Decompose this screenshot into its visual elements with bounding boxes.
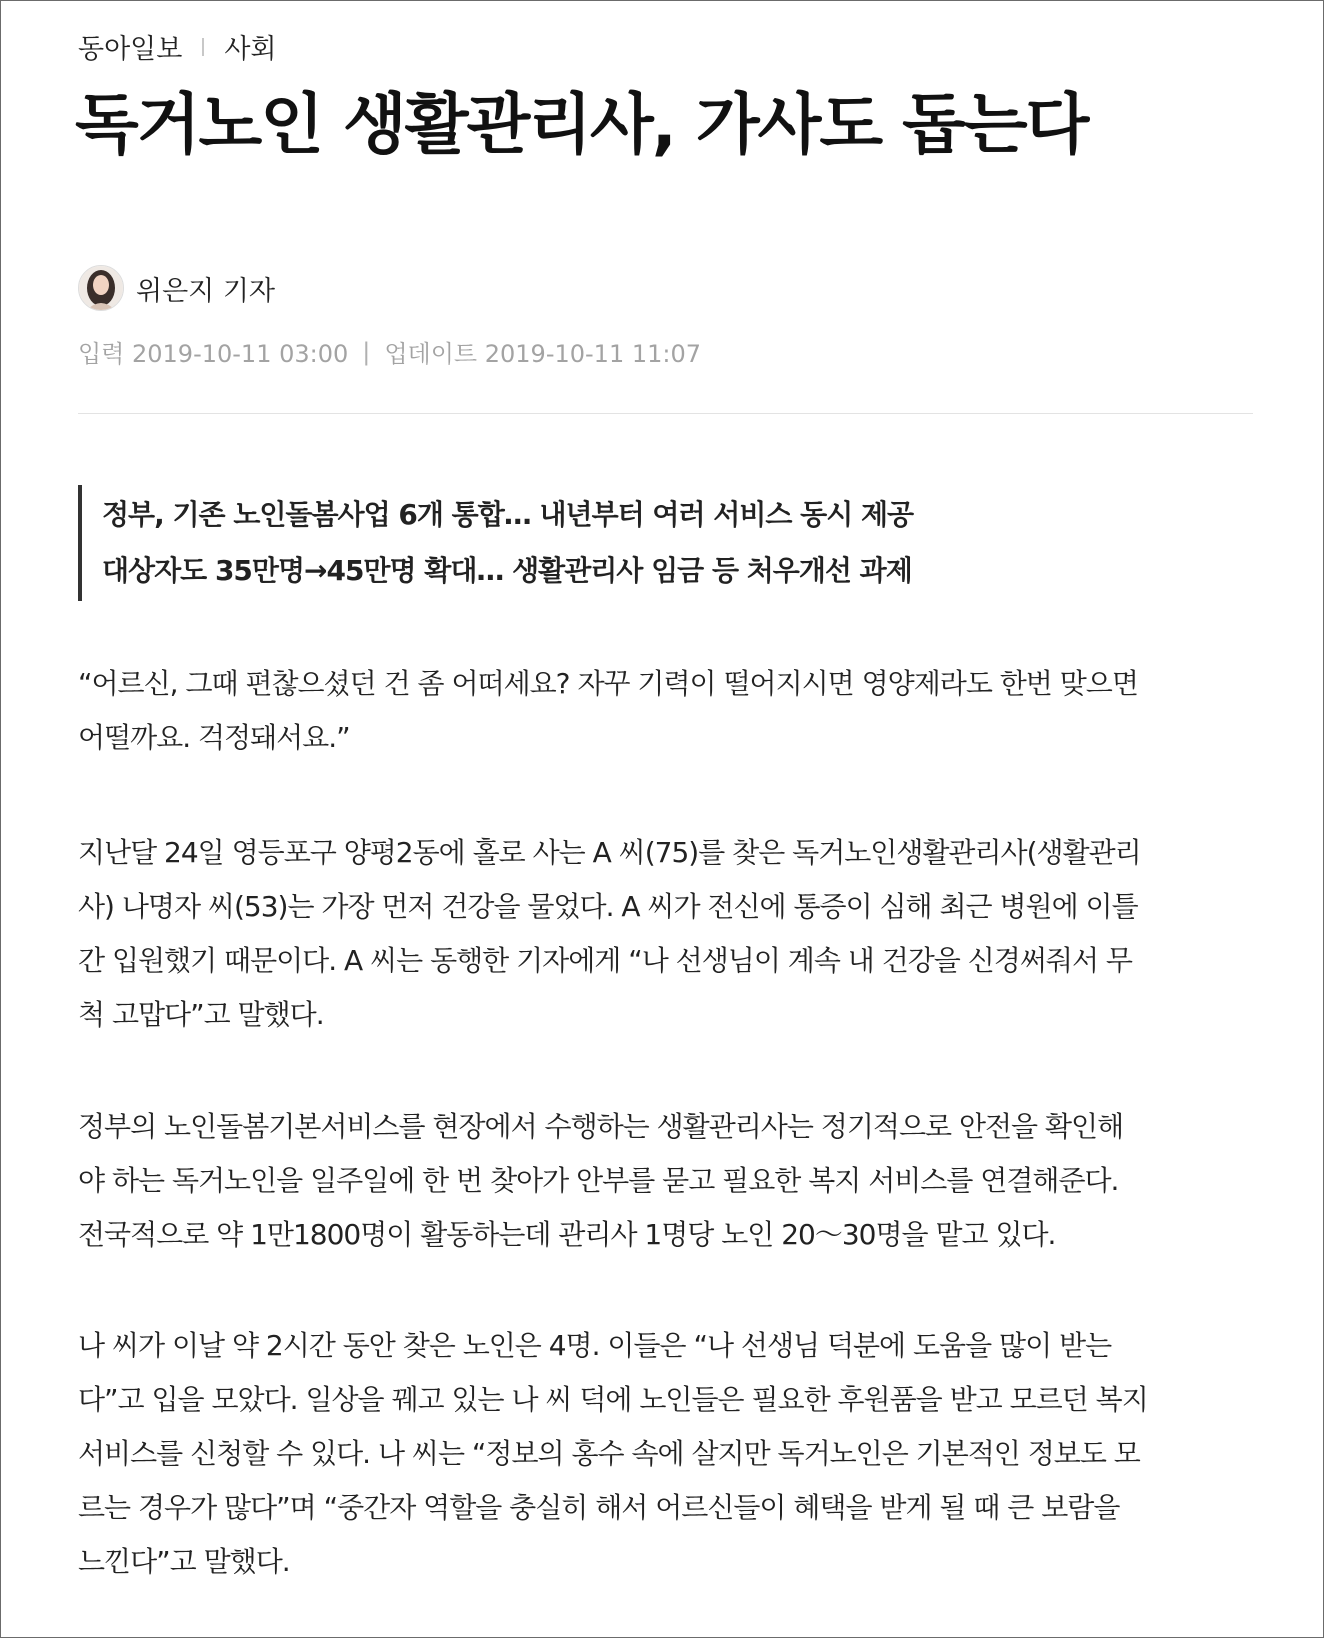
body-line: 척 고맙다”고 말했다. [78,998,324,1031]
body-line: “어르신, 그때 편찮으셨던 건 좀 어떠세요? 자꾸 기력이 떨어지시면 영양제라도 한번 맞으면 [78,667,1138,700]
body-line: 간 입원했기 때문이다. A 씨는 동행한 기자에게 “나 선생님이 계속 내 건강을 신경써줘서 무 [78,944,1132,977]
article-summary [78,485,913,601]
byline [78,265,275,311]
body-line: 야 하는 독거노인을 일주일에 한 번 찾아가 안부를 묻고 필요한 복지 서비스를 연결해준다. [78,1164,1119,1197]
body-paragraph [78,1100,1253,1262]
body-paragraph [78,657,1253,765]
body-line: 전국적으로 약 1만1800명이 활동하는데 관리사 1명당 노인 20～30명을 맡고 있다. [78,1218,1056,1251]
reporter-name[interactable]: 위은지 기자 [136,275,275,307]
updated-date: 업데이트 2019-10-11 11:07 [384,340,702,368]
body-paragraph [78,826,1253,1042]
summary-line: 정부, 기존 노인돌봄사업 6개 통합… 내년부터 여러 서비스 동시 제공 [102,498,914,531]
header-divider [78,413,1253,414]
body-line: 나 씨가 이날 약 2시간 동안 찾은 노인은 4명. 이들은 “나 선생님 덕분에 도움을 많이 받는 [78,1329,1112,1362]
reporter-avatar[interactable] [78,265,124,311]
body-line: 사) 나명자 씨(53)는 가장 먼저 건강을 물었다. A 씨가 전신에 통증이 심해 최근 병원에 이틀 [78,890,1138,923]
summary-line: 대상자도 35만명→45만명 확대… 생활관리사 임금 등 처우개선 과제 [102,554,912,587]
body-paragraph [78,1319,1253,1589]
article-dates [78,334,701,369]
breadcrumb [78,27,277,66]
body-line: 지난달 24일 영등포구 양평2동에 홀로 사는 A 씨(75)를 찾은 독거노인생활관리사(생활관리 [78,836,1141,869]
body-line: 정부의 노인돌봄기본서비스를 현장에서 수행하는 생활관리사는 정기적으로 안전을 확인해 [78,1110,1124,1143]
date-divider: | [362,337,371,366]
body-line: 다”고 입을 모았다. 일상을 꿰고 있는 나 씨 덕에 노인들은 필요한 후원품을 받고 모르던 복지 [78,1383,1148,1416]
body-line: 어떨까요. 걱정돼서요.” [78,721,350,754]
breadcrumb-section[interactable]: 사회 [224,34,277,65]
breadcrumb-separator [202,38,204,56]
input-date: 입력 2019-10-11 03:00 [78,340,349,368]
body-line: 서비스를 신청할 수 있다. 나 씨는 “정보의 홍수 속에 살지만 독거노인은 기본적인 정보도 모 [78,1437,1140,1470]
body-line: 느낀다”고 말했다. [78,1545,290,1578]
body-line: 르는 경우가 많다”며 “중간자 역할을 충실히 해서 어르신들이 혜택을 받게 될 때 큰 보람을 [78,1491,1120,1524]
article-headline: 독거노인 생활관리사, 가사도 돕는다 [75,86,1088,163]
breadcrumb-publisher[interactable]: 동아일보 [78,34,183,65]
